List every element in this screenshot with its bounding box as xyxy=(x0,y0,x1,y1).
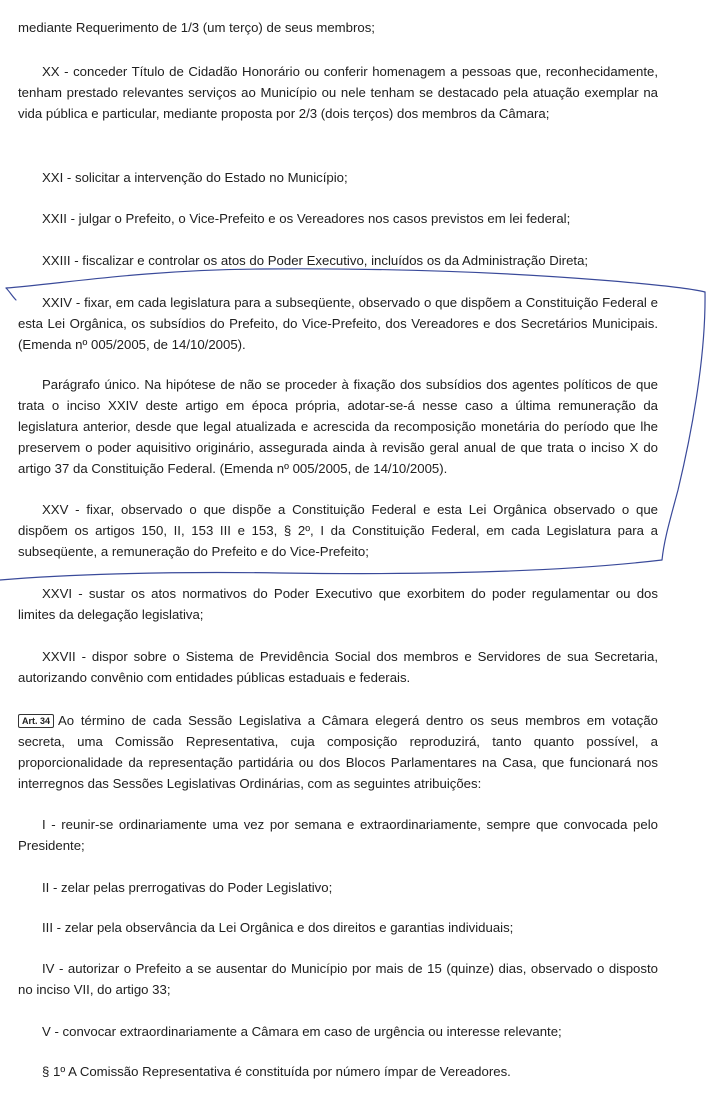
paragraph-continuation: mediante Requerimento de 1/3 (um terço) de seus membros; xyxy=(18,20,375,35)
annotation-left-hook xyxy=(6,288,16,300)
inciso-xxii: XXII - julgar o Prefeito, o Vice-Prefeito e os Vereadores nos casos previstos em lei federal; xyxy=(42,211,571,226)
inciso-i: I - reunir-se ordinariamente uma vez por semana e extraordinariamente, sempre que convocada pelo Presidente; xyxy=(18,817,658,853)
inciso-xxiii: XXIII - fiscalizar e controlar os atos do Poder Executivo, incluídos os da Administração Direta; xyxy=(42,253,589,268)
inciso-xxi: XXI - solicitar a intervenção do Estado no Município; xyxy=(42,170,348,185)
paragraph-1: § 1º A Comissão Representativa é constituída por número ímpar de Vereadores. xyxy=(42,1064,511,1079)
annotation-bottom-stroke xyxy=(0,560,662,580)
inciso-xxvii: XXVII - dispor sobre o Sistema de Previdência Social dos membros e Servidores de sua Secretaria, autorizando convênio com entidades públicas estaduais e federais. xyxy=(18,649,658,685)
paragrafo-unico: Parágrafo único. Na hipótese de não se proceder à fixação dos subsídios dos agentes políticos de que trata o inciso XXIV deste artigo em época própria, adotar-se-á nesse caso a última remuneração da legislatura anterior, desde que legal atualizada e acrescida da recomposição monetária do período que lhe preservem o poder aquisitivo originário, assegurada ainda à revisão geral anual de que trata o inciso X do artigo 37 da Constituição Federal. (Emenda nº 005/2005, de 14/10/2005). xyxy=(18,377,658,476)
inciso-iv: IV - autorizar o Prefeito a se ausentar do Município por mais de 15 (quinze) dias, observado o disposto no inciso VII, do artigo 33; xyxy=(18,961,658,997)
inciso-v: V - convocar extraordinariamente a Câmara em caso de urgência ou interesse relevante; xyxy=(42,1024,562,1039)
inciso-xxiv: XXIV - fixar, em cada legislatura para a subseqüente, observado o que dispõem a Constituição Federal e esta Lei Orgânica, os subsídios do Prefeito, do Vice-Prefeito, dos Vereadores e dos Secretários Municipais. (Emenda nº 005/2005, de 14/10/2005). xyxy=(18,295,658,352)
article-34 xyxy=(18,710,658,794)
article-34-text: Ao término de cada Sessão Legislativa a Câmara elegerá dentro os seus membros em votação secreta, uma Comissão Representativa, cuja composição reproduzirá, tanto quanto possível, a proporcionalidade da representação partidária ou dos Blocos Parlamentares na Casa, que funcionará nos interregnos das Sessões Legislativas Ordinárias, com as seguintes atribuições: xyxy=(18,713,658,791)
inciso-iii: III - zelar pela observância da Lei Orgânica e dos direitos e garantias individuais; xyxy=(42,920,514,935)
inciso-xx: XX - conceder Título de Cidadão Honorário ou conferir homenagem a pessoas que, reconhecidamente, tenham prestado relevantes serviços ao Município ou nele tenham se destacado pela atuação exemplar na vida pública e particular, mediante proposta por 2/3 (dois terços) dos membros da Câmara; xyxy=(18,64,658,121)
inciso-xxv: XXV - fixar, observado o que dispõe a Constituição Federal e esta Lei Orgânica observado o que dispõem os artigos 150, II, 153 III e 153, § 2º, I da Constituição Federal, em cada Legislatura para a subseqüente, a remuneração do Prefeito e do Vice-Prefeito; xyxy=(18,502,658,559)
inciso-ii: II - zelar pelas prerrogativas do Poder Legislativo; xyxy=(42,880,333,895)
article-34-label: Art. 34 xyxy=(18,714,54,728)
inciso-xxvi: XXVI - sustar os atos normativos do Poder Executivo que exorbitem do poder regulamentar ou dos limites da delegação legislativa; xyxy=(18,586,658,622)
annotation-right-stroke xyxy=(662,292,705,560)
annotation-top-stroke xyxy=(6,269,705,292)
